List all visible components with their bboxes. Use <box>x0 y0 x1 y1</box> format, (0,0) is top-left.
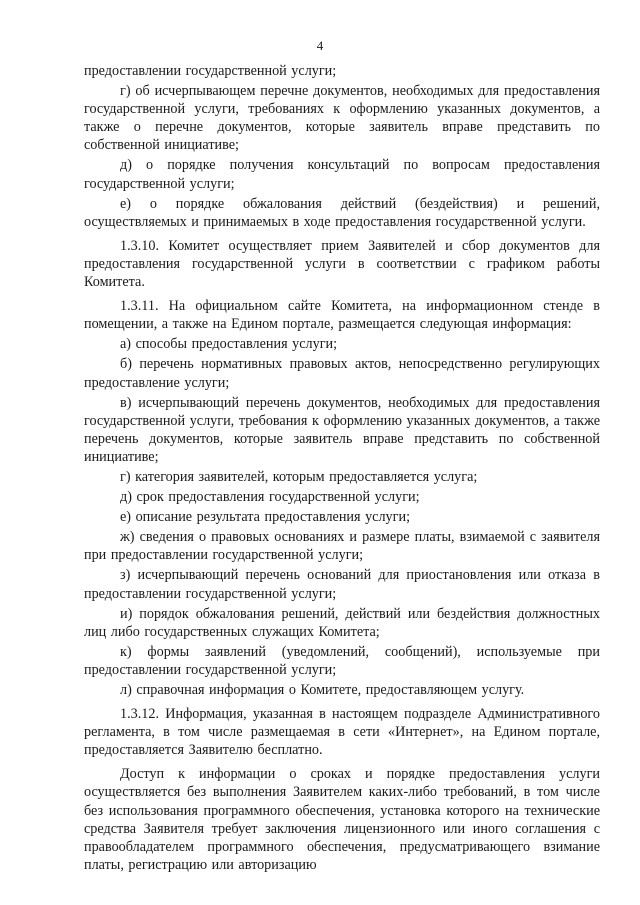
page-number: 4 <box>316 38 324 53</box>
paragraph: б) перечень нормативных правовых актов, непосредственно регулирующих предоставление услуги; <box>84 356 600 391</box>
paragraph: и) порядок обжалования решений, действий или бездействия должностных лиц либо государственных служащих Комитета; <box>84 605 600 640</box>
paragraph: 1.3.11. На официальном сайте Комитета, на информационном стенде в помещении, а также на Едином портале, размещается следующая информация: <box>84 298 600 333</box>
paragraph: Доступ к информации о сроках и порядке предоставления услуги осуществляется без выполнения Заявителем каких-либо требований, в том числе без использования программного обеспечения, установка которого на технические средства Заявителя требует заключения лицензионного или иного соглашения с правообладателем программного обеспечения, предусматривающего взимание платы, регистрацию или авторизацию <box>84 766 600 873</box>
paragraph: а) способы предоставления услуги; <box>120 336 338 353</box>
paragraph: з) исчерпывающий перечень оснований для приостановления или отказа в предоставлении государственной услуги; <box>84 567 600 602</box>
paragraph: 1.3.10. Комитет осуществляет прием Заявителей и сбор документов для предоставления государственной услуги в соответствии с графиком работы Комитета. <box>84 237 600 291</box>
document-body <box>84 62 600 874</box>
paragraph: г) категория заявителей, которым предоставляется услуга; <box>120 468 478 485</box>
paragraph: л) справочная информация о Комитете, предоставляющем услугу. <box>120 682 525 698</box>
paragraph: д) срок предоставления государственной услуги; <box>120 489 420 506</box>
paragraph: к) формы заявлений (уведомлений, сообщений), используемые при предоставлении государственной услуги; <box>84 643 600 678</box>
paragraph: в) исчерпывающий перечень документов, необходимых для предоставления государственной услуги, требования к оформлению указанных документов, а также перечень документов, которые заявитель вправе представить по собственной инициативе; <box>84 394 600 465</box>
paragraph: предоставлении государственной услуги; <box>84 63 337 79</box>
paragraph: е) описание результата предоставления услуги; <box>120 509 411 526</box>
paragraph: д) о порядке получения консультаций по вопросам предоставления государственной услуги; <box>84 157 600 192</box>
paragraph: ж) сведения о правовых основаниях и размере платы, взимаемой с заявителя при предоставлении государственной услуги; <box>84 529 600 564</box>
paragraph: г) об исчерпывающем перечне документов, необходимых для предоставления государственной услуги, требованиях к оформлению указанных документов, а также о перечне документов, которые заявитель вправе представить по собственной инициативе; <box>84 83 600 154</box>
paragraph: е) о порядке обжалования действий (бездействия) и решений, осуществляемых и принимаемых в ходе предоставления государственной услуги. <box>84 195 600 230</box>
paragraph: 1.3.12. Информация, указанная в настоящем подразделе Административного регламента, в том числе размещаемая в сети «Интернет», на Едином портале, предоставляется Заявителю бесплатно. <box>84 706 600 759</box>
